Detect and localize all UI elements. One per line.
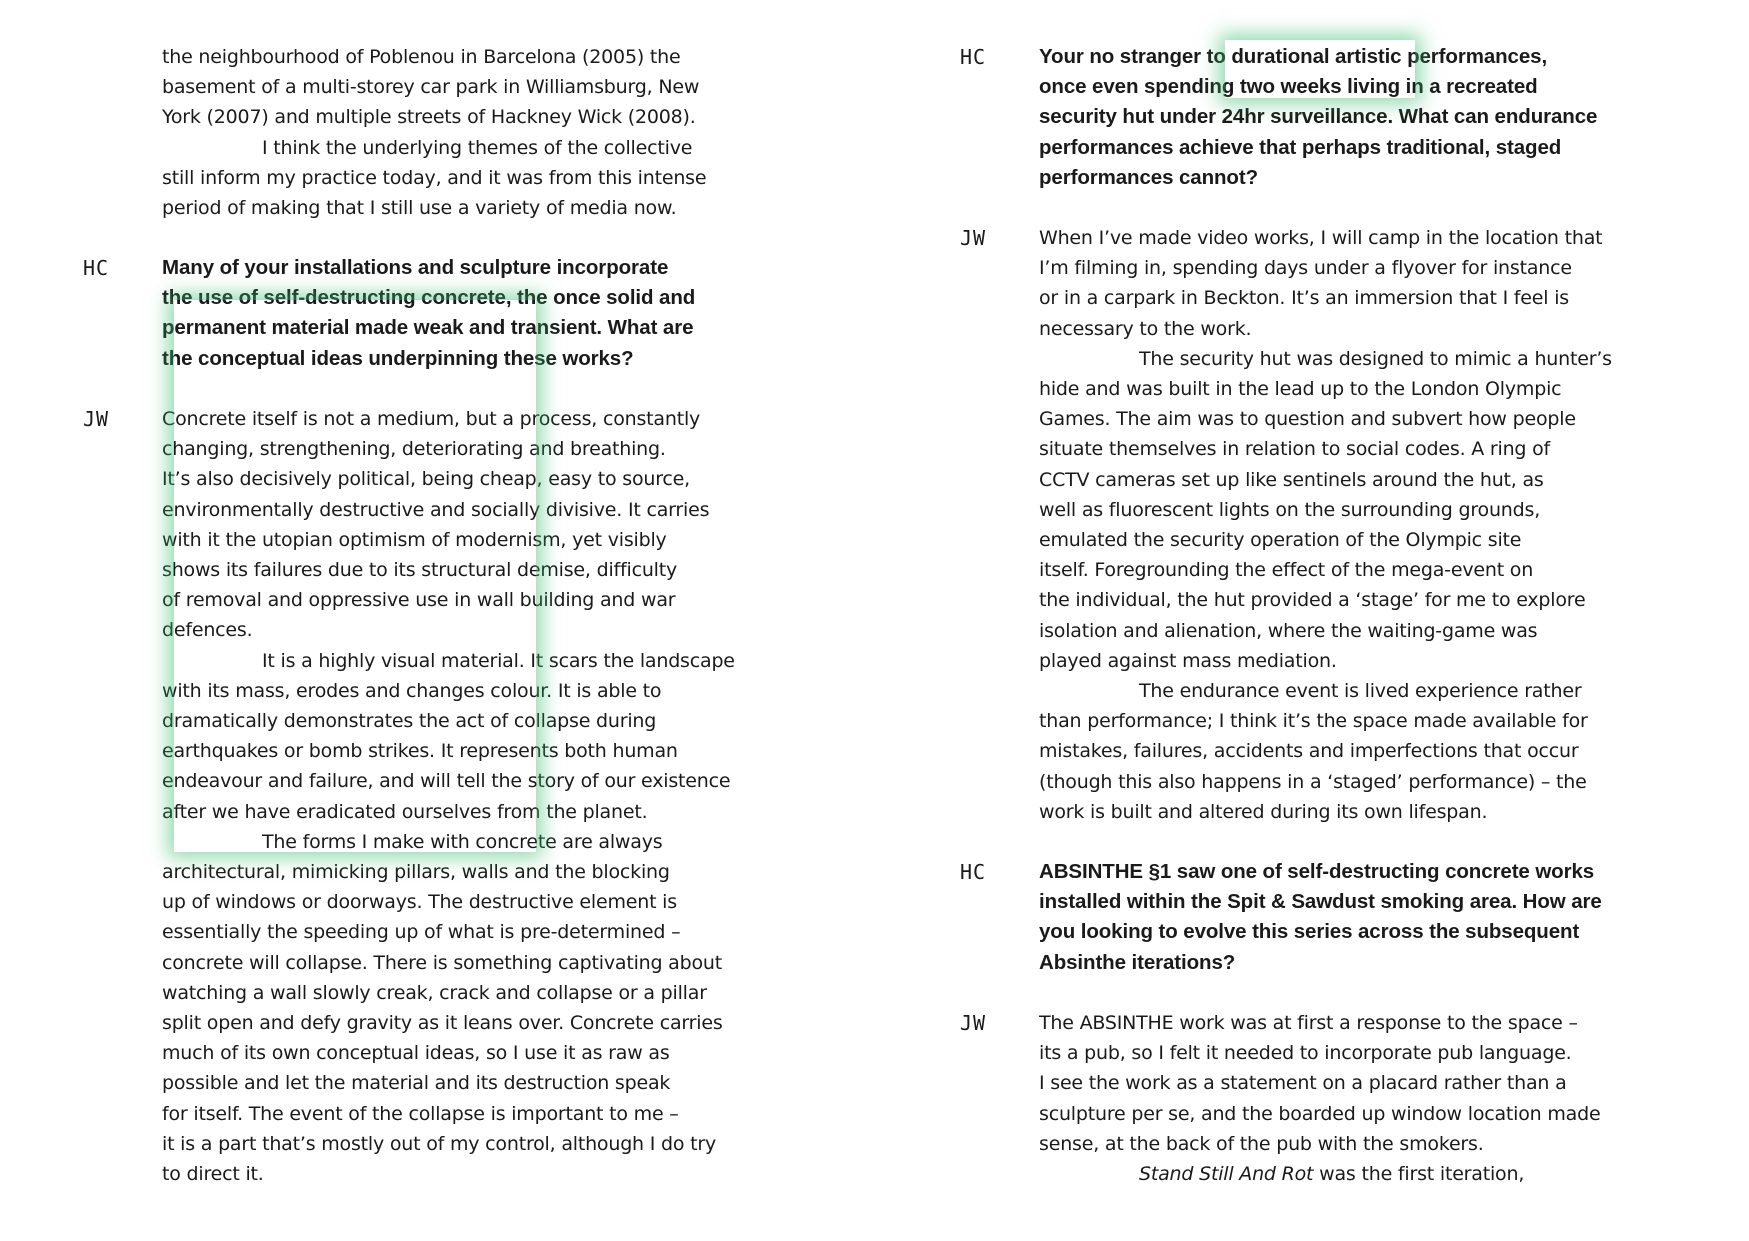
question-2 [1039,42,1597,193]
speaker-label-jw: JW [960,226,987,250]
text-line: (though this also happens in a ‘staged’ performance) – the [1039,770,1587,793]
text-line: Games. The aim was to question and subvert how people [1039,408,1576,431]
text-line: security hut under 24hr surveillance. What can endurance [1039,105,1598,129]
speaker-label-jw: JW [83,407,110,431]
text-line: Many of your installations and sculpture incorporate [162,256,669,279]
text-line: concrete will collapse. There is something captivating about [162,951,723,974]
text-line: Your no stranger to durational artistic performances, [1039,45,1548,68]
text-line: once even spending two weeks living in a recreated [1039,75,1538,99]
text-line: of removal and oppressive use in wall building and war [162,589,676,612]
text-line: The forms I make with concrete are always [262,830,663,853]
text-line: after we have eradicated ourselves from the planet. [162,800,648,823]
text-line: defences. [162,619,253,642]
text-line: the use of self-destructing concrete, the once solid and [162,286,696,310]
text-line: Concrete itself is not a medium, but a process, constantly [162,408,701,430]
text-line: itself. Foregrounding the effect of the mega-event on [1039,559,1534,582]
text-line: sculpture per se, and the boarded up window location made [1039,1102,1601,1125]
text-line: its a pub, so I felt it needed to incorporate pub language. [1039,1042,1572,1065]
text-line: mistakes, failures, accidents and imperfections that occur [1039,740,1579,763]
answer-1 [162,404,735,1189]
text-line: dramatically demonstrates the act of collapse during [162,710,657,733]
text-line: or in a carpark in Beckton. It’s an immersion that I feel is [1039,287,1569,310]
left-page [0,0,874,1241]
text-line: isolation and alienation, where the waiting-game was [1039,619,1538,642]
text-line: York (2007) and multiple streets of Hackney Wick (2008). [162,106,696,129]
text-line: necessary to the work. [1039,317,1252,340]
text-line [1039,1159,1600,1189]
text-line: than performance; I think it’s the space made available for [1039,710,1588,733]
work-title: Stand Still And Rot [1139,1163,1314,1186]
text-line: changing, strengthening, deteriorating and breathing. [162,438,666,461]
text-line: much of its own conceptual ideas, so I use it as raw as [162,1042,670,1065]
text-line: the neighbourhood of Poblenou in Barcelona (2005) the [162,46,681,68]
text-line: it is a part that’s mostly out of my control, although I do try [162,1132,717,1155]
right-page [874,0,1749,1241]
text-line: watching a wall slowly creak, crack and collapse or a pillar [162,981,707,1004]
text-line: permanent material made weak and transient. What are [162,316,694,340]
text-line: work is built and altered during its own lifespan. [1039,800,1488,823]
text-line: the individual, the hut provided a ‘stage’ for me to explore [1039,589,1586,612]
text-line: you looking to evolve this series across the subsequent [1039,920,1580,944]
answer-2 [1039,223,1612,827]
text-line: I’m filming in, spending days under a flyover for instance [1039,257,1572,280]
text-line: installed within the Spit & Sawdust smoking area. How are [1039,890,1602,914]
text-line: to direct it. [162,1163,264,1186]
text-line: hide and was built in the lead up to the London Olympic [1039,378,1562,401]
text-line: ABSINTHE §1 saw one of self-destructing concrete works [1039,860,1595,883]
continuation-paragraph [162,42,706,223]
text-line: endeavour and failure, and will tell the story of our existence [162,770,731,793]
text-line: split open and defy gravity as it leans over. Concrete carries [162,1012,723,1035]
text-line: performances cannot? [1039,165,1258,189]
text-line: The security hut was designed to mimic a hunter’s [1139,347,1612,370]
speaker-label-hc: HC [960,860,987,884]
text-fragment: was the first iteration, [1313,1163,1525,1186]
text-line: It is a highly visual material. It scars the landscape [262,649,735,672]
text-line: It’s also decisively political, being cheap, easy to source, [162,468,690,491]
text-line: period of making that I still use a variety of media now. [162,197,677,220]
text-line: the conceptual ideas underpinning these works? [162,346,634,370]
text-line: played against mass mediation. [1039,649,1337,672]
answer-3 [1039,1008,1600,1189]
text-line: Absinthe iterations? [1039,950,1236,974]
speaker-label-hc: HC [83,256,110,280]
text-line: with its mass, erodes and changes colour. It is able to [162,679,662,702]
text-line: situate themselves in relation to social codes. A ring of [1039,438,1551,461]
text-line: essentially the speeding up of what is pre-determined – [162,921,681,944]
text-line: I think the underlying themes of the collective [262,136,693,159]
text-line: earthquakes or bomb strikes. It represents both human [162,740,678,763]
text-line: emulated the security operation of the Olympic site [1039,529,1522,552]
text-line: The endurance event is lived experience rather [1139,680,1582,703]
question-1 [162,253,695,374]
text-line: sense, at the back of the pub with the smokers. [1039,1132,1484,1155]
text-line: with it the utopian optimism of modernism, yet visibly [162,528,667,551]
text-line: CCTV cameras set up like sentinels around the hut, as [1039,468,1544,491]
text-line: The ABSINTHE work was at first a response to the space – [1039,1012,1578,1034]
text-line: When I’ve made video works, I will camp in the location that [1039,227,1603,249]
speaker-label-jw: JW [960,1011,987,1035]
text-line: architectural, mimicking pillars, walls and the blocking [162,861,670,884]
text-line: still inform my practice today, and it was from this intense [162,166,707,189]
text-line: performances achieve that perhaps traditional, staged [1039,135,1562,159]
speaker-label-hc: HC [960,45,987,69]
text-line: well as fluorescent lights on the surrounding grounds, [1039,498,1541,521]
text-line: basement of a multi-storey car park in Williamsburg, New [162,76,700,99]
text-line: shows its failures due to its structural demise, difficulty [162,559,678,582]
text-line: up of windows or doorways. The destructive element is [162,891,677,914]
text-line: for itself. The event of the collapse is important to me – [162,1102,679,1125]
text-line: I see the work as a statement on a placard rather than a [1039,1072,1567,1095]
text-line: possible and let the material and its destruction speak [162,1072,671,1095]
question-3 [1039,857,1602,978]
text-line: environmentally destructive and socially divisive. It carries [162,498,710,521]
